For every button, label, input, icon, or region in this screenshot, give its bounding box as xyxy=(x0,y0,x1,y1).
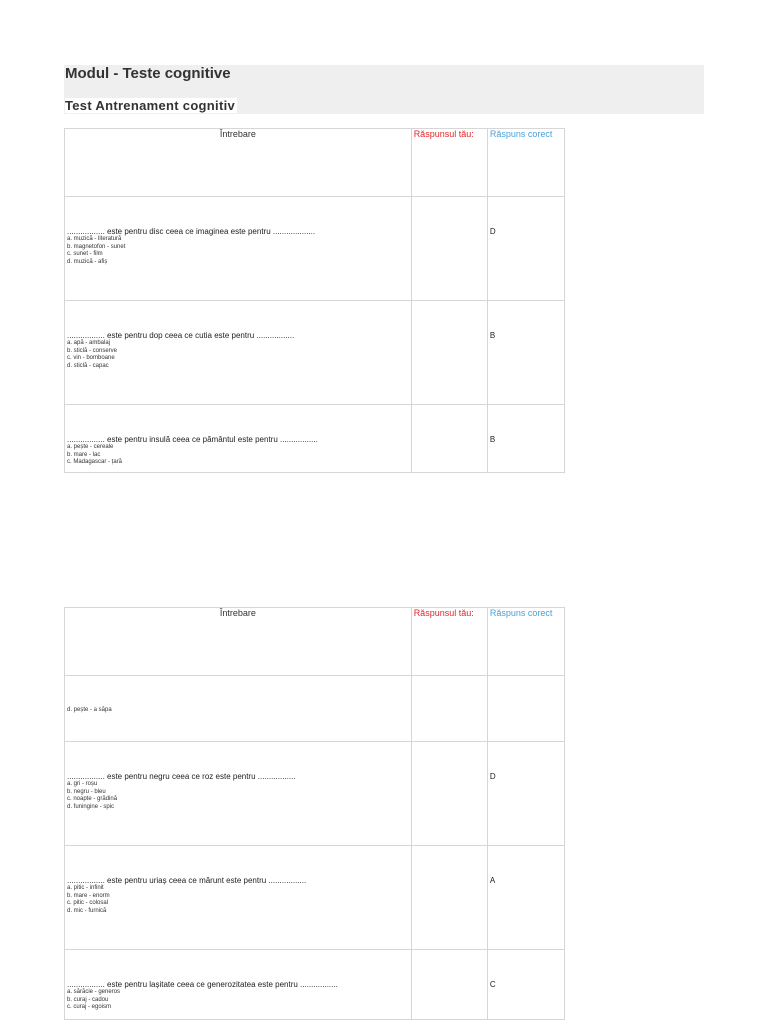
table-row xyxy=(65,846,565,950)
option-a: a. pește - cereale xyxy=(67,444,114,450)
column-header-correct-answer: Răspuns corect xyxy=(487,129,564,197)
question-cell xyxy=(65,405,412,473)
module-title: Modul - Teste cognitive xyxy=(65,65,231,82)
option-a: a. sărăcie - generos xyxy=(67,989,121,995)
table-row xyxy=(65,676,565,742)
option-b: b. curaj - cadou xyxy=(67,996,109,1003)
option-b: b. mare - enorm xyxy=(67,892,110,899)
correct-answer-cell: C xyxy=(487,950,564,1020)
option-c: c. pitic - colosal xyxy=(67,900,109,906)
option-d: d. sticlă - capac xyxy=(67,362,109,369)
correct-answer-cell: D xyxy=(487,197,564,301)
question-cell xyxy=(65,950,412,1020)
option-a: a. gri - roșu xyxy=(67,781,98,787)
option-d: d. pește - a săpa xyxy=(67,707,112,713)
table-header-row xyxy=(65,129,565,197)
option-d: d. muzică - afiș xyxy=(67,258,108,265)
option-d: d. mic - furnică xyxy=(67,907,107,914)
question-cell xyxy=(65,742,412,846)
question-table-1 xyxy=(64,128,565,473)
question-cell xyxy=(65,197,412,301)
question-cell xyxy=(65,846,412,950)
table-row xyxy=(65,197,565,301)
correct-answer-cell xyxy=(487,676,564,742)
table-row xyxy=(65,742,565,846)
question-cell xyxy=(65,301,412,405)
correct-answer-cell: B xyxy=(487,405,564,473)
table-row xyxy=(65,301,565,405)
option-a: a. apă - ambalaj xyxy=(67,340,111,346)
column-header-correct-answer: Răspuns corect xyxy=(487,608,564,676)
option-c: c. sunet - film xyxy=(67,251,103,257)
option-d: d. funingine - spic xyxy=(67,803,115,810)
question-text: ................. este pentru uriaș ceea ce mărunt este pentru ................. xyxy=(67,876,307,885)
your-answer-cell[interactable] xyxy=(411,846,487,950)
column-header-question: Întrebare xyxy=(65,608,412,676)
correct-answer-cell: A xyxy=(487,846,564,950)
table-row xyxy=(65,950,565,1020)
option-b: b. mare - lac xyxy=(67,451,101,458)
question-cell xyxy=(65,676,412,742)
option-b: b. sticlă - conserve xyxy=(67,347,118,354)
your-answer-cell[interactable] xyxy=(411,301,487,405)
option-b: b. magnetofon - sunet xyxy=(67,243,126,250)
option-c: c. curaj - egoism xyxy=(67,1004,112,1010)
column-header-your-answer: Răspunsul tău: xyxy=(411,129,487,197)
your-answer-cell[interactable] xyxy=(411,742,487,846)
option-a: a. muzică - literatură xyxy=(67,236,122,242)
option-b: b. negru - bleu xyxy=(67,788,106,795)
option-c: c. Madagascar - țară xyxy=(67,459,123,465)
column-header-question: Întrebare xyxy=(65,129,412,197)
column-header-your-answer: Răspunsul tău: xyxy=(411,608,487,676)
question-text: ................. este pentru dop ceea ce cutia este pentru ................. xyxy=(67,331,295,340)
your-answer-cell[interactable] xyxy=(411,197,487,301)
option-c: c. vin - bomboane xyxy=(67,355,115,361)
question-table-2 xyxy=(64,607,565,1020)
correct-answer-cell: B xyxy=(487,301,564,405)
option-a: a. pitic - infinit xyxy=(67,885,104,891)
your-answer-cell[interactable] xyxy=(411,676,487,742)
question-text: ................. este pentru disc ceea ce imaginea este pentru ................... xyxy=(67,227,316,236)
question-text: ................. este pentru insulă ceea ce pământul este pentru ................. xyxy=(67,435,318,444)
table-row xyxy=(65,405,565,473)
your-answer-cell[interactable] xyxy=(411,950,487,1020)
question-text: ................. este pentru lașitate ceea ce generozitatea este pentru ................. xyxy=(67,980,338,989)
option-c: c. noapte - grădină xyxy=(67,796,118,802)
correct-answer-cell: D xyxy=(487,742,564,846)
table-header-row xyxy=(65,608,565,676)
test-title: Test Antrenament cognitiv xyxy=(65,98,236,113)
your-answer-cell[interactable] xyxy=(411,405,487,473)
question-text: ................. este pentru negru ceea ce roz este pentru ................. xyxy=(67,772,296,781)
